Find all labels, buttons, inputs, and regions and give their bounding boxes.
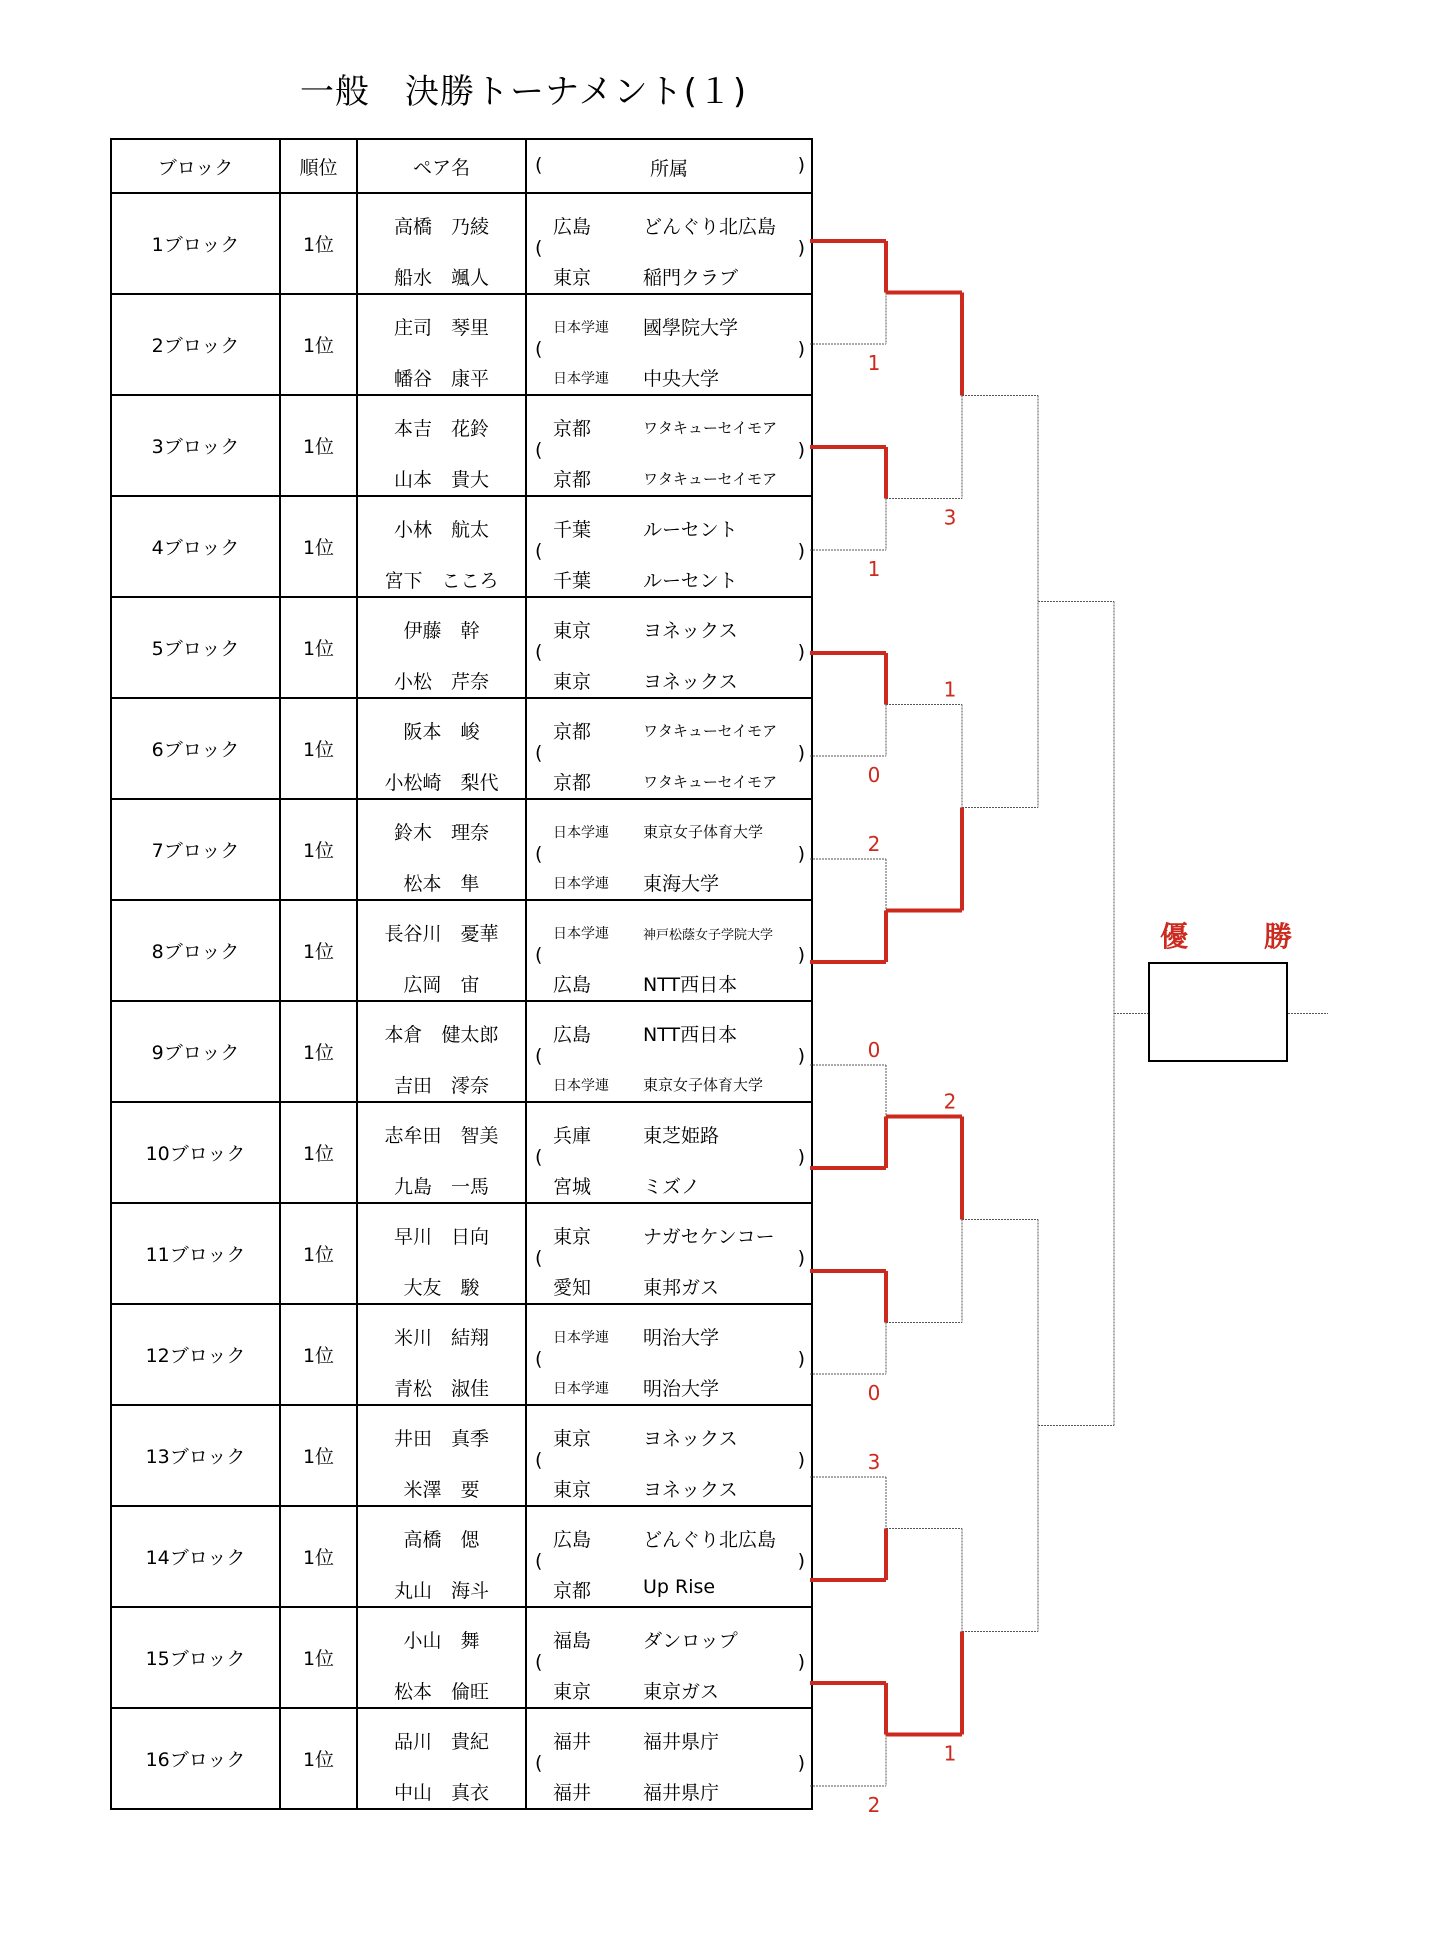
player-2-name: 松本 倫旺 [393,1681,489,1703]
player-2-prefecture: 日本学連 [553,371,609,387]
block-cell: 5ブロック [111,597,280,698]
round1-score-bottom: 0 [867,763,881,787]
round2-score-top: 1 [943,677,957,702]
paren-close: ) [797,1348,805,1370]
player-2-name: 丸山 海斗 [393,1580,489,1602]
player-1-prefecture: 福井 [553,1731,592,1753]
player-1-name: 本倉 健太郎 [384,1024,499,1046]
player-1-club: ワタキューセイモア [643,419,778,437]
player-2-name: 九島 一馬 [393,1176,489,1198]
round1-score-bottom: 1 [867,557,881,581]
player-2-prefecture: 宮城 [553,1176,592,1198]
player-2-club: Up Rise [643,1576,716,1598]
paren-close: ) [797,1651,805,1673]
paren-close: ) [797,1752,805,1774]
rank-cell: 1位 [280,496,357,597]
player-2-prefecture: 広島 [553,974,592,996]
paren-close: ) [797,237,805,259]
player-2-prefecture: 日本学連 [553,1078,609,1094]
paren-open: ( [535,1247,543,1269]
player-2-prefecture: 京都 [553,469,592,491]
player-1-name: 阪本 峻 [403,721,480,743]
player-2-club: ヨネックス [643,671,738,693]
rank-cell: 1位 [280,1001,357,1102]
player-1-name: 伊藤 幹 [403,620,480,642]
player-1-name: 品川 貴紀 [393,1731,489,1753]
player-1-club: ナガセケンコー [643,1226,775,1248]
player-1-club: ワタキューセイモア [643,722,778,740]
player-2-club: 中央大学 [643,368,720,390]
round1-score-top: 3 [867,1450,881,1474]
player-1-club: ルーセント [643,519,738,541]
player-1-name: 米川 結翔 [393,1327,489,1349]
player-2-club: 東海大学 [643,873,720,895]
paren-open: ( [535,439,543,461]
player-1-prefecture: 京都 [553,721,592,743]
round1-score-bottom: 0 [867,1381,881,1405]
affiliation-label: 所属 [649,158,688,180]
paren-close: ) [797,540,805,562]
rank-cell: 1位 [280,597,357,698]
player-1-prefecture: 京都 [553,418,592,440]
player-1-club: ヨネックス [643,1428,738,1450]
champion-box [1148,962,1288,1062]
round1-score-bottom: 1 [867,351,881,375]
player-1-prefecture: 日本学連 [553,926,609,942]
player-1-name: 小山 舞 [403,1630,480,1652]
rank-cell: 1位 [280,1708,357,1809]
player-1-club: 東京女子体育大学 [643,823,764,841]
player-1-name: 井田 真季 [393,1428,489,1450]
player-1-club: 明治大学 [643,1327,720,1349]
block-cell: 3ブロック [111,395,280,496]
round2-score-top: 2 [943,1089,957,1114]
rank-cell: 1位 [280,193,357,294]
rank-cell: 1位 [280,395,357,496]
paren-open: ( [535,237,543,259]
paren-open: ( [535,742,543,764]
paren-open: ( [535,843,543,865]
player-2-prefecture: 福井 [553,1782,592,1804]
block-cell: 12ブロック [111,1304,280,1405]
player-2-name: 松本 隼 [403,873,480,895]
player-2-club: 明治大学 [643,1378,720,1400]
rank-cell: 1位 [280,1304,357,1405]
paren-open: ( [535,1348,543,1370]
player-2-name: 小松崎 梨代 [384,772,499,794]
player-1-name: 長谷川 憂華 [384,923,499,945]
player-1-name: 小林 航太 [393,519,489,541]
block-cell: 10ブロック [111,1102,280,1203]
paren-open: ( [535,540,543,562]
player-1-club: どんぐり北広島 [643,216,777,238]
player-2-prefecture: 東京 [553,671,592,693]
rank-cell: 1位 [280,698,357,799]
player-1-prefecture: 広島 [553,1024,592,1046]
player-2-name: 広岡 宙 [403,974,480,996]
player-2-club: 東京女子体育大学 [643,1076,764,1094]
player-2-prefecture: 千葉 [553,570,592,592]
player-1-name: 庄司 琴里 [393,317,489,339]
player-1-prefecture: 兵庫 [553,1125,592,1147]
rank-cell: 1位 [280,1607,357,1708]
player-2-club: 東京ガス [643,1681,720,1703]
header-rank: 順位 [280,139,357,193]
player-1-club: 東芝姫路 [643,1125,720,1147]
paren-open: ( [535,1752,543,1774]
player-1-club: ヨネックス [643,620,738,642]
player-2-prefecture: 日本学連 [553,876,609,892]
player-2-name: 中山 真衣 [393,1782,489,1804]
block-cell: 13ブロック [111,1405,280,1506]
paren-close: ) [797,944,805,966]
player-1-club: ダンロップ [643,1630,738,1652]
paren-close: ) [797,154,805,176]
player-1-prefecture: 福島 [553,1630,592,1652]
player-2-name: 米澤 要 [403,1479,480,1501]
player-2-prefecture: 東京 [553,1479,592,1501]
round1-score-top: 2 [867,832,881,856]
player-1-name: 鈴木 理奈 [393,822,489,844]
paren-close: ) [797,1045,805,1067]
player-1-name: 本吉 花鈴 [393,418,489,440]
player-1-prefecture: 東京 [553,1428,592,1450]
player-2-prefecture: 東京 [553,267,592,289]
player-2-name: 大友 駿 [403,1277,480,1299]
player-2-name: 幡谷 康平 [393,368,489,390]
paren-open: ( [535,338,543,360]
player-2-name: 山本 貴大 [393,469,489,491]
player-2-prefecture: 京都 [553,1580,592,1602]
rank-cell: 1位 [280,1102,357,1203]
player-2-club: 稲門クラブ [643,267,739,289]
block-cell: 16ブロック [111,1708,280,1809]
player-2-prefecture: 東京 [553,1681,592,1703]
block-cell: 11ブロック [111,1203,280,1304]
paren-close: ) [797,1550,805,1572]
block-cell: 8ブロック [111,900,280,1001]
paren-close: ) [797,1449,805,1471]
paren-close: ) [797,742,805,764]
player-2-name: 小松 芹奈 [393,671,489,693]
rank-cell: 1位 [280,294,357,395]
round2-score-bottom: 3 [943,505,957,530]
paren-open: ( [535,1449,543,1471]
round1-score-top: 0 [867,1038,881,1062]
player-1-prefecture: 広島 [553,216,592,238]
paren-open: ( [535,1146,543,1168]
block-cell: 15ブロック [111,1607,280,1708]
player-2-name: 宮下 こころ [384,570,499,592]
rank-cell: 1位 [280,1506,357,1607]
paren-open: ( [535,1550,543,1572]
player-2-club: ヨネックス [643,1479,738,1501]
paren-close: ) [797,338,805,360]
player-1-club: 福井県庁 [643,1731,720,1753]
player-1-prefecture: 日本学連 [553,1330,609,1346]
player-2-club: ミズノ [643,1176,701,1198]
block-cell: 2ブロック [111,294,280,395]
player-1-prefecture: 広島 [553,1529,592,1551]
player-1-club: どんぐり北広島 [643,1529,777,1551]
player-2-club: NTT西日本 [643,974,738,996]
player-1-name: 高橋 乃綾 [393,216,489,238]
rank-cell: 1位 [280,900,357,1001]
round1-score-bottom: 2 [867,1793,881,1817]
paren-close: ) [797,641,805,663]
player-1-prefecture: 日本学連 [553,320,609,336]
player-2-club: ワタキューセイモア [643,773,778,791]
paren-open: ( [535,1651,543,1673]
player-1-prefecture: 東京 [553,620,592,642]
page-title: 一般 決勝トーナメント(１) [300,72,748,112]
paren-open: ( [535,944,543,966]
player-1-club: 國學院大学 [643,317,739,339]
player-2-name: 船水 颯人 [393,267,489,289]
player-2-club: ルーセント [643,570,738,592]
rank-cell: 1位 [280,1203,357,1304]
paren-close: ) [797,1247,805,1269]
paren-open: ( [535,154,543,176]
player-1-name: 早川 日向 [393,1226,489,1248]
paren-open: ( [535,1045,543,1067]
champion-label: 優 勝 [1160,920,1317,953]
rank-cell: 1位 [280,799,357,900]
player-1-prefecture: 東京 [553,1226,592,1248]
paren-open: ( [535,641,543,663]
player-1-name: 志牟田 智美 [384,1125,499,1147]
player-2-name: 青松 淑佳 [393,1378,489,1400]
header-block: ブロック [111,139,280,193]
player-1-prefecture: 日本学連 [553,825,609,841]
block-cell: 9ブロック [111,1001,280,1102]
player-2-club: 福井県庁 [643,1782,720,1804]
player-2-prefecture: 愛知 [553,1277,592,1299]
player-2-name: 吉田 澪奈 [393,1075,489,1097]
player-2-club: ワタキューセイモア [643,470,778,488]
player-1-name: 高橋 偲 [403,1529,480,1551]
block-cell: 4ブロック [111,496,280,597]
header-pair: ペア名 [357,139,526,193]
player-1-club: NTT西日本 [643,1024,738,1046]
player-2-prefecture: 日本学連 [553,1381,609,1397]
block-cell: 6ブロック [111,698,280,799]
block-cell: 7ブロック [111,799,280,900]
player-2-club: 東邦ガス [643,1277,720,1299]
paren-close: ) [797,439,805,461]
player-2-prefecture: 京都 [553,772,592,794]
rank-cell: 1位 [280,1405,357,1506]
block-cell: 14ブロック [111,1506,280,1607]
player-1-club: 神戸松蔭女子学院大学 [643,928,774,943]
round2-score-bottom: 1 [943,1741,957,1766]
paren-close: ) [797,843,805,865]
paren-close: ) [797,1146,805,1168]
block-cell: 1ブロック [111,193,280,294]
player-1-prefecture: 千葉 [553,519,592,541]
